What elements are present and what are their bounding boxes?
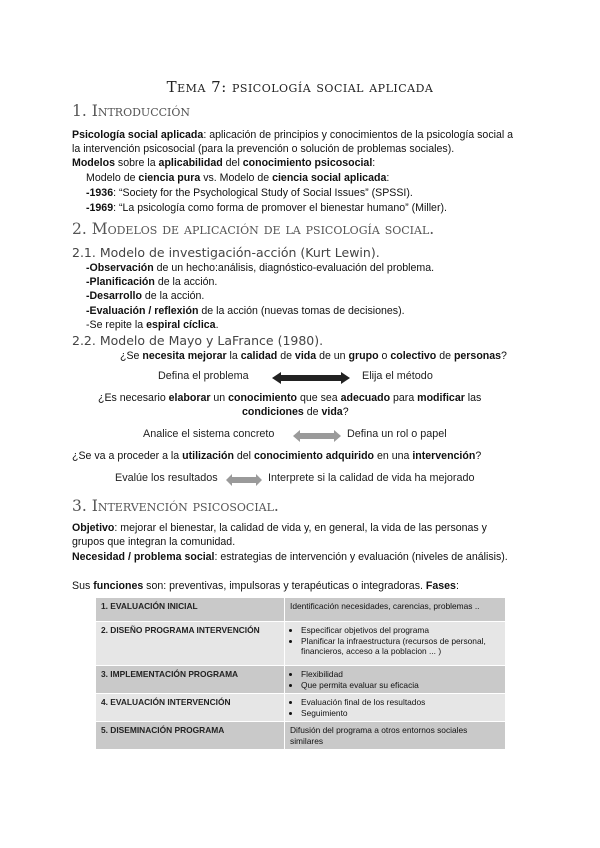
table-row bbox=[96, 598, 506, 622]
phase-description bbox=[285, 694, 506, 722]
phase-name: 5. DISEMINACIÓN PROGRAMA bbox=[96, 722, 285, 750]
step-text: de la acción. bbox=[141, 290, 205, 302]
q-text: de bbox=[436, 350, 454, 362]
phase-description bbox=[285, 666, 506, 694]
spiral-text: -Se repite la bbox=[86, 319, 147, 331]
q-bold: condiciones bbox=[242, 406, 304, 418]
models-text: sobre la bbox=[114, 157, 159, 169]
need-text: : estrategias de intervención y evaluación (niveles de análisis). bbox=[214, 551, 508, 563]
functions-text-3: : bbox=[455, 580, 459, 592]
q-text: que sea bbox=[297, 392, 341, 404]
double-arrow-icon bbox=[226, 474, 262, 484]
definition-paragraph bbox=[72, 129, 522, 156]
q-bold: necesita mejorar bbox=[142, 350, 227, 362]
year-1969: -1969 bbox=[86, 202, 114, 214]
q-bold: conocimiento adquirido bbox=[253, 450, 375, 462]
need-paragraph bbox=[72, 551, 522, 565]
q-text: ? bbox=[342, 406, 349, 418]
list-item: • Planificar la infraestructura (recursos de personal, financieros, acceso a la poblacion ... ) bbox=[301, 636, 500, 657]
step-evaluacion bbox=[86, 305, 405, 319]
question-2-line-1 bbox=[98, 392, 481, 406]
phase-name: 2. DISEÑO PROGRAMA INTERVENCIÓN bbox=[96, 622, 285, 666]
table-row bbox=[96, 666, 506, 694]
year-1936: -1936 bbox=[86, 187, 114, 199]
q-text: o bbox=[378, 350, 391, 362]
q-bold: elaborar bbox=[168, 392, 211, 404]
q-text: para bbox=[390, 392, 418, 404]
page-title: Tema 7: psicología social aplicada bbox=[166, 78, 434, 96]
step-planificacion bbox=[86, 276, 217, 290]
phases-table bbox=[95, 597, 506, 750]
model-comparison-line bbox=[86, 172, 389, 186]
flow-1-right: Elija el método bbox=[362, 370, 433, 382]
question-1 bbox=[120, 350, 507, 364]
model-text: Modelo de bbox=[86, 172, 139, 184]
definition-term: Psicología social aplicada bbox=[72, 129, 204, 141]
list-item: • Evaluación final de los resultados bbox=[301, 697, 500, 708]
q-text: ? bbox=[501, 350, 507, 362]
step-text: de la acción (nuevas tomas de decisiones). bbox=[198, 305, 405, 317]
spiral-text-2: . bbox=[215, 319, 219, 331]
section-2-heading: 2. Modelos de aplicación de la psicología social. bbox=[72, 220, 435, 238]
models-bold-2: aplicabilidad bbox=[158, 157, 223, 169]
q-bold: colectivo bbox=[390, 350, 437, 362]
list-item: • Que permita evaluar su eficacia bbox=[301, 680, 500, 691]
functions-text: Sus bbox=[72, 580, 94, 592]
phase-description: Difusión del programa a otros entornos sociales similares bbox=[285, 722, 506, 750]
year-1936-line bbox=[86, 187, 413, 201]
double-arrow-icon bbox=[293, 430, 341, 440]
q-bold: vida bbox=[321, 406, 343, 418]
objective-text: : mejorar el bienestar, la calidad de vida y, en general, la vida de las personas y grupos que integran la comunidad. bbox=[72, 522, 487, 548]
section-3-heading: 3. Intervención psicosocial. bbox=[72, 497, 279, 515]
need-label: Necesidad / problema social bbox=[72, 551, 215, 563]
q-text: ¿Es necesario bbox=[98, 392, 169, 404]
flow-3-right: Interprete si la calidad de vida ha mejorado bbox=[268, 472, 475, 484]
spiral-line bbox=[86, 319, 219, 333]
list-item: • Especificar objetivos del programa bbox=[301, 625, 500, 636]
q-text: ? bbox=[475, 450, 482, 462]
q-text: ¿Se va a proceder a la bbox=[72, 450, 183, 462]
functions-text-2: son: preventivas, impulsoras y terapéuticas o integradoras. bbox=[143, 580, 426, 592]
year-1969-line bbox=[86, 202, 447, 216]
flow-3-left: Evalúe los resultados bbox=[115, 472, 218, 484]
phase-name: 4. EVALUACIÓN INTERVENCIÓN bbox=[96, 694, 285, 722]
q-text: las bbox=[464, 392, 482, 404]
models-text-3: : bbox=[372, 157, 376, 169]
q-bold: modificar bbox=[417, 392, 465, 404]
functions-line bbox=[72, 580, 459, 594]
flow-2-left: Analice el sistema concreto bbox=[143, 428, 275, 440]
table-row bbox=[96, 622, 506, 666]
subsection-2-2-heading: 2.2. Modelo de Mayo y LaFrance (1980). bbox=[72, 333, 324, 348]
list-item: • Seguimiento bbox=[301, 708, 500, 719]
q-text: de un bbox=[316, 350, 349, 362]
model-text-2: vs. Modelo de bbox=[200, 172, 273, 184]
year-1936-text: : “Society for the Psychological Study of Social Issues” (SPSSI). bbox=[113, 187, 413, 199]
double-arrow-icon bbox=[272, 372, 350, 382]
q-text: ¿Se bbox=[120, 350, 143, 362]
q-text: un bbox=[210, 392, 229, 404]
flow-2-right: Defina un rol o papel bbox=[347, 428, 447, 440]
q-bold: intervención bbox=[412, 450, 476, 462]
q-bold: utilización bbox=[182, 450, 234, 462]
subsection-2-1-heading: 2.1. Modelo de investigación-acción (Kurt Lewin). bbox=[72, 245, 380, 260]
objective-label: Objetivo bbox=[72, 522, 115, 534]
models-line bbox=[72, 157, 375, 171]
q-bold: conocimiento bbox=[228, 392, 298, 404]
list-item: • Flexibilidad bbox=[301, 669, 500, 680]
question-3 bbox=[72, 450, 481, 464]
q-text: del bbox=[233, 450, 254, 462]
phase-description bbox=[285, 622, 506, 666]
phase-name: 3. IMPLEMENTACIÓN PROGRAMA bbox=[96, 666, 285, 694]
spiral-bold: espiral cíclica bbox=[146, 319, 216, 331]
step-label: -Observación bbox=[86, 262, 154, 274]
model-bold: ciencia pura bbox=[138, 172, 201, 184]
q-text: en una bbox=[374, 450, 413, 462]
models-bold-3: conocimiento psicosocial bbox=[242, 157, 373, 169]
step-text: de un hecho:análisis, diagnóstico-evaluación del problema. bbox=[153, 262, 435, 274]
phase-name: 1. EVALUACIÓN INICIAL bbox=[96, 598, 285, 622]
question-2-line-2 bbox=[242, 406, 349, 420]
model-text-3: : bbox=[386, 172, 390, 184]
table-row bbox=[96, 694, 506, 722]
table-row bbox=[96, 722, 506, 750]
objective-paragraph bbox=[72, 522, 522, 549]
phase-description: Identificación necesidades, carencias, problemas .. bbox=[285, 598, 506, 622]
models-text-2: del bbox=[222, 157, 243, 169]
q-bold: vida bbox=[294, 350, 317, 362]
models-bold: Modelos bbox=[72, 157, 115, 169]
model-bold-2: ciencia social aplicada bbox=[272, 172, 387, 184]
step-label: -Evaluación / reflexión bbox=[86, 305, 199, 317]
step-text: de la acción. bbox=[154, 276, 218, 288]
step-observacion bbox=[86, 262, 434, 276]
step-desarrollo bbox=[86, 290, 204, 304]
definition-text: : aplicación de principios y conocimientos de la psicología social a la intervención psicosocial (para la prevención o solución de problemas sociales). bbox=[72, 129, 514, 155]
year-1969-text: : “La psicología como forma de promover el bienestar humano” (Miller). bbox=[113, 202, 447, 214]
functions-bold: funciones bbox=[93, 580, 144, 592]
q-text: de bbox=[277, 350, 295, 362]
q-bold: calidad bbox=[240, 350, 278, 362]
q-bold: grupo bbox=[348, 350, 379, 362]
q-text: de bbox=[303, 406, 322, 418]
step-label: -Desarrollo bbox=[86, 290, 142, 302]
phases-bold: Fases bbox=[425, 580, 456, 592]
flow-1-left: Defina el problema bbox=[158, 370, 249, 382]
q-text: la bbox=[226, 350, 241, 362]
section-1-heading: 1. Introducción bbox=[72, 102, 191, 120]
step-label: -Planificación bbox=[86, 276, 155, 288]
q-bold: personas bbox=[453, 350, 502, 362]
q-bold: adecuado bbox=[340, 392, 391, 404]
